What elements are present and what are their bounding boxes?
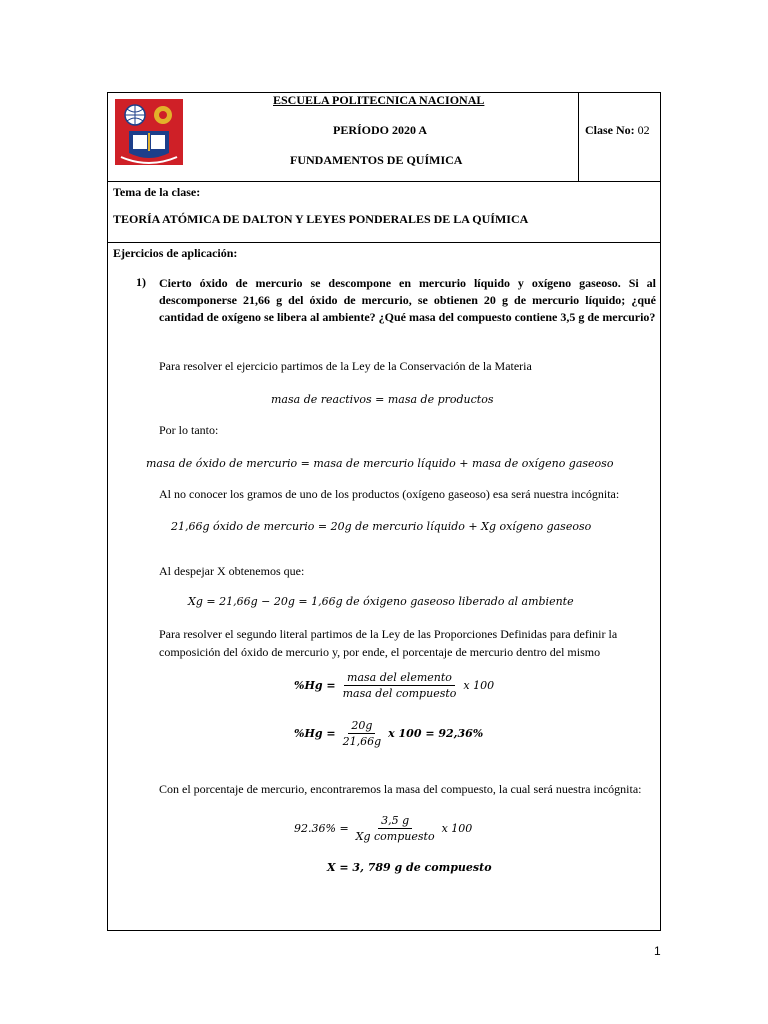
- period: PERÍODO 2020 A: [333, 123, 428, 137]
- page-number: 1: [654, 944, 661, 958]
- eq6-numerator: 20g: [348, 719, 375, 734]
- eq6-denominator: 21,66g: [342, 735, 382, 748]
- eq6-lhs: %Hg =: [294, 727, 336, 740]
- topic-title: TEORÍA ATÓMICA DE DALTON Y LEYES PONDERALES DE LA QUÍMICA: [113, 212, 529, 226]
- topic-label: Tema de la clase:: [113, 185, 201, 199]
- eq7-lhs: 92.36% =: [294, 822, 349, 835]
- equation-1: masa de reactivos = masa de productos: [271, 393, 494, 406]
- header-divider: [578, 93, 579, 182]
- eq6-fraction: [340, 719, 385, 748]
- paragraph-5: Para resolver el segundo literal partimos de la Ley de las Proporciones Definidas para definir la composición del óxido de mercurio y, por ende, el porcentaje de mercurio dentro del mismo: [159, 627, 618, 659]
- paragraph-2: Por lo tanto:: [159, 423, 219, 437]
- class-sheet: [107, 92, 661, 931]
- school-name: ESCUELA POLITECNICA NACIONAL: [273, 93, 485, 107]
- question-text: Cierto óxido de mercurio se descompone en mercurio líquido y oxígeno gaseoso. Si al descomponerse 21,66 g del óxido de mercurio, se obtienen 20 g de mercurio líquido; ¿qué cantidad de oxígeno se libera al ambiente? ¿Qué masa del compuesto contiene 3,5 g de mercurio?: [159, 276, 656, 324]
- header-row: [108, 93, 660, 182]
- eq5-rhs: x 100: [463, 679, 495, 692]
- eq5-denominator: masa del compuesto: [342, 687, 457, 700]
- eq5-numerator: masa del elemento: [344, 671, 455, 686]
- equation-3: 21,66g óxido de mercurio = 20g de mercurio líquido + Xg oxígeno gaseoso: [171, 520, 592, 533]
- class-number: [585, 123, 650, 138]
- class-label: Clase No:: [585, 123, 635, 137]
- equation-5: [294, 671, 494, 700]
- question-number: 1): [136, 275, 146, 289]
- exercises-label: Ejercicios de aplicación:: [113, 246, 238, 260]
- equation-2: masa de óxido de mercurio = masa de mercurio líquido + masa de oxígeno gaseoso: [146, 457, 614, 470]
- paragraph-3: Al no conocer los gramos de uno de los productos (oxígeno gaseoso) esa será nuestra incógnita:: [159, 487, 620, 501]
- paragraph-6: Con el porcentaje de mercurio, encontraremos la masa del compuesto, la cual será nuestra incógnita:: [159, 782, 642, 796]
- eq5-lhs: %Hg =: [294, 679, 336, 692]
- eq7-fraction: [353, 814, 438, 843]
- equation-6: [294, 719, 483, 748]
- class-value: 02: [637, 123, 650, 137]
- equation-4: Xg = 21,66g − 20g = 1,66g de óxigeno gaseoso liberado al ambiente: [188, 595, 574, 608]
- eq7-rhs: x 100: [441, 822, 473, 835]
- equation-7: [294, 814, 472, 843]
- school-logo-icon: [113, 97, 185, 167]
- eq6-rhs: x 100 = 92,36%: [388, 727, 484, 740]
- eq5-fraction: [340, 671, 460, 700]
- final-result: X = 3, 789 g de compuesto: [327, 861, 492, 874]
- course-name: FUNDAMENTOS DE QUÍMICA: [290, 153, 463, 167]
- topic-row: [108, 182, 660, 243]
- paragraph-1: Para resolver el ejercicio partimos de la Ley de la Conservación de la Materia: [159, 359, 532, 373]
- paragraph-4: Al despejar X obtenemos que:: [159, 564, 305, 578]
- eq7-denominator: Xg compuesto: [355, 830, 435, 843]
- eq7-numerator: 3,5 g: [378, 814, 412, 829]
